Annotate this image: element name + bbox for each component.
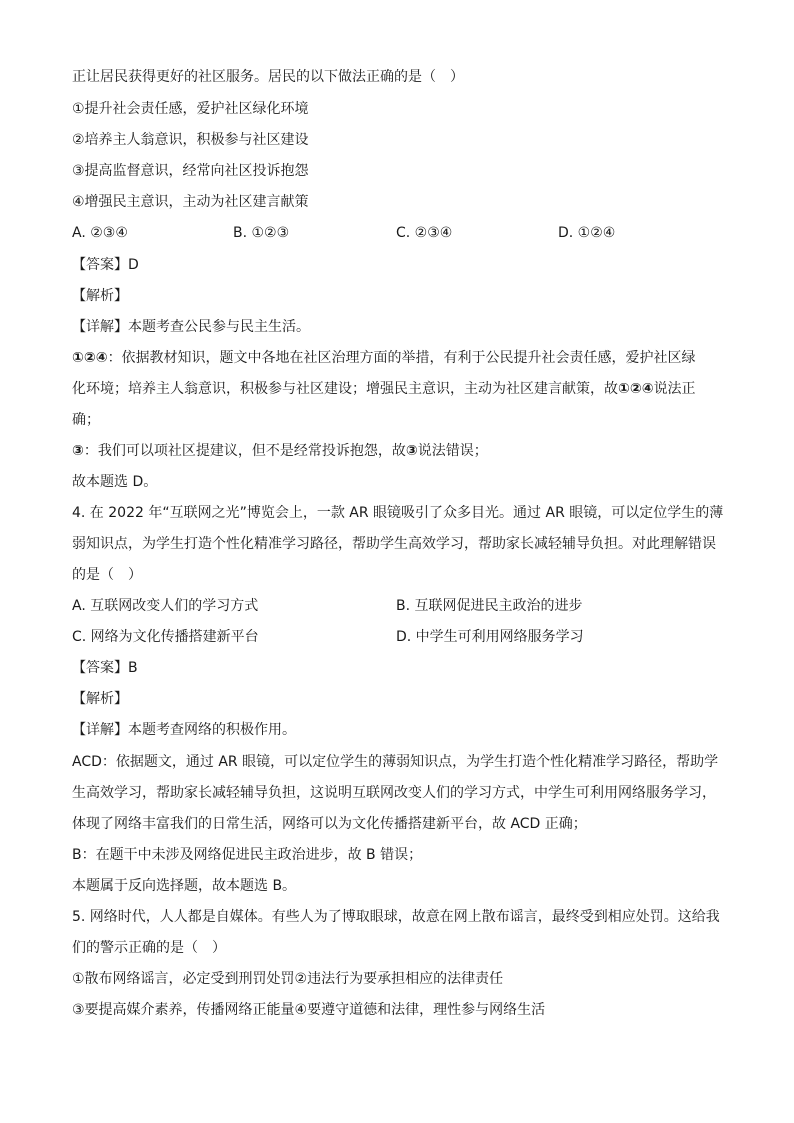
q3-explanation-2-marker-2: ③	[405, 443, 418, 459]
q3-option-a: A. ②③④	[72, 225, 128, 241]
q3-item-3: ③提高监督意识，经常向社区投诉抱怨	[72, 163, 309, 179]
q5-stem-line-1: 5. 网络时代，人人都是自媒体。有些人为了博取眼球，故意在网上散布谣言，最终受到相应处罚。这给我	[72, 909, 720, 925]
q3-conclusion: 故本题选 D。	[72, 474, 158, 490]
q4-option-a: A. 互联网改变人们的学习方式	[72, 598, 259, 614]
q4-stem-line-2: 弱知识点，为学生打造个性化精准学习路径，帮助学生高效学习，帮助家长减轻辅导负担。对此理解错误	[72, 536, 716, 552]
q5-items-line-1: ①散布网络谣言，必定受到刑罚处罚②违法行为要承担相应的法律责任	[72, 971, 504, 987]
q3-item-4: ④增强民主意识，主动为社区建言献策	[72, 194, 309, 210]
q3-explanation-1-marker: ①②④	[72, 350, 108, 366]
q5-items-line-2: ③要提高媒介素养，传播网络正能量④要遵守道德和法律，理性参与网络生活	[72, 1002, 546, 1018]
q4-stem-line-1: 4. 在 2022 年“互联网之光”博览会上，一款 AR 眼镜吸引了众多目光。通过 AR 眼镜，可以定位学生的薄	[72, 505, 724, 521]
q3-explanation-2-text-b: 说法错误；	[417, 443, 488, 459]
q3-explanation-2-text: ：我们可以项社区提建议，但不是经常投诉抱怨，故	[83, 443, 406, 459]
q3-item-2: ②培养主人翁意识，积极参与社区建设	[72, 132, 309, 148]
q5-stem-line-2: 们的警示正确的是（ ）	[72, 940, 226, 956]
q3-analysis-heading: 【解析】	[72, 288, 128, 304]
q3-stem: 正让居民获得更好的社区服务。居民的以下做法正确的是（ ）	[72, 69, 464, 85]
q3-explanation-2-marker: ③	[72, 443, 84, 459]
q4-option-b: B. 互联网促进民主政治的进步	[396, 598, 583, 614]
q3-explanation-1-text-b: 化环境；培养主人翁意识，积极参与社区建设；增强民主意识，主动为社区建言献策，故	[72, 381, 618, 397]
q4-detail: 【详解】本题考查网络的积极作用。	[72, 722, 296, 738]
q4-option-d: D. 中学生可利用网络服务学习	[396, 629, 584, 645]
q3-explanation-1-cont	[72, 380, 696, 398]
q4-explanation-line-4: B：在题干中未涉及网络促进民主政治进步，故 B 错误；	[72, 847, 423, 863]
q3-item-1: ①提升社会责任感，爱护社区绿化环境	[72, 101, 309, 117]
q3-explanation-1-marker-2: ①②④	[618, 381, 654, 397]
q3-explanation-1-end: 确；	[72, 412, 100, 428]
q3-explanation-2	[72, 442, 488, 460]
q3-explanation-1-text-c: 说法正	[653, 381, 696, 397]
q3-explanation-1	[72, 349, 696, 367]
q4-explanation-line-1: ACD：依据题文，通过 AR 眼镜，可以定位学生的薄弱知识点，为学生打造个性化精准学习路径，帮助学	[72, 754, 719, 770]
q3-option-b: B. ①②③	[233, 225, 290, 241]
q4-analysis-heading: 【解析】	[72, 691, 128, 707]
q4-explanation-line-3: 体现了网络丰富我们的日常生活，网络可以为文化传播搭建新平台，故 ACD 正确；	[72, 816, 587, 832]
q3-option-d: D. ①②④	[558, 225, 616, 241]
q4-conclusion: 本题属于反向选择题，故本题选 B。	[72, 878, 297, 894]
q3-detail: 【详解】本题考查公民参与民主生活。	[72, 319, 310, 335]
q3-explanation-1-text: ：依据教材知识，题文中各地在社区治理方面的举措，有利于公民提升社会责任感，爱护社区绿	[107, 350, 696, 366]
q4-answer: 【答案】B	[72, 660, 138, 676]
q3-option-c: C. ②③④	[396, 225, 453, 241]
q4-stem-line-3: 的是（ ）	[72, 567, 142, 583]
q4-option-c: C. 网络为文化传播搭建新平台	[72, 629, 259, 645]
q4-explanation-line-2: 生高效学习，帮助家长减轻辅导负担，这说明互联网改变人们的学习方式，中学生可利用网络服务学习，	[72, 785, 716, 801]
q3-answer: 【答案】D	[72, 257, 139, 273]
